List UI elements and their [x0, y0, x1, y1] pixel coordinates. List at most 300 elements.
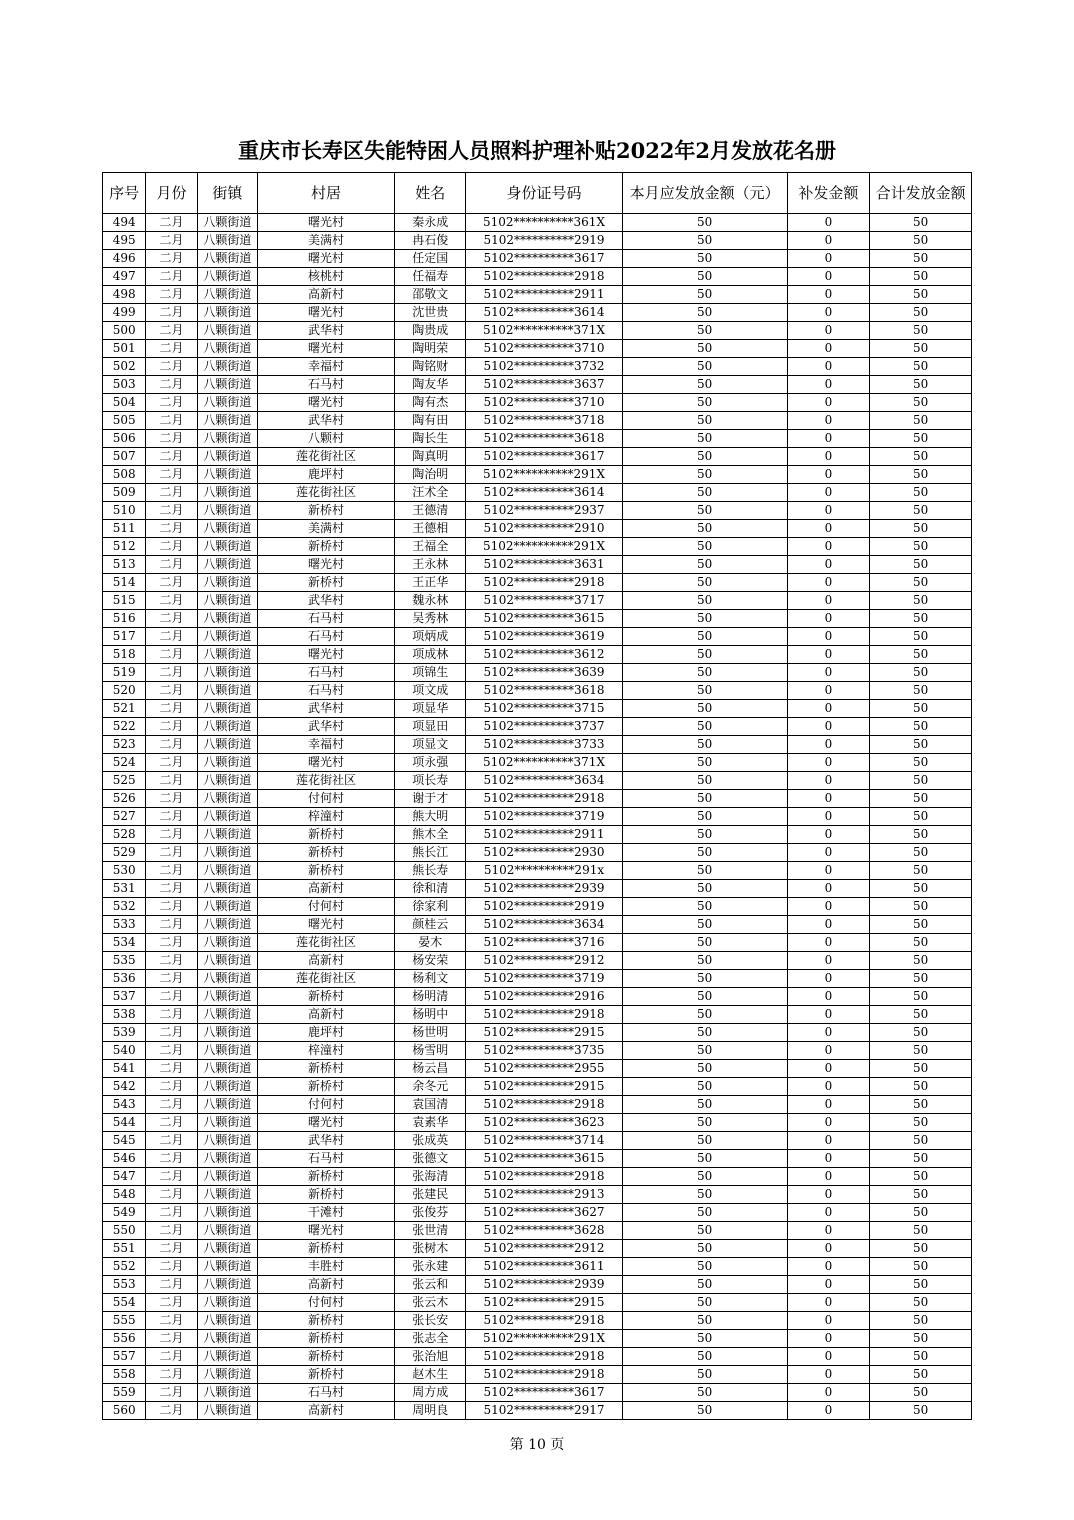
cell-village: 新桥村: [258, 1330, 395, 1348]
cell-village: 曙光村: [258, 754, 395, 772]
cell-index: 530: [103, 862, 146, 880]
cell-supplement-amount: 0: [787, 1024, 870, 1042]
table-row: [103, 1060, 972, 1078]
cell-month: 二月: [146, 1042, 197, 1060]
cell-total-amount: 50: [870, 1276, 972, 1294]
cell-street: 八颗街道: [197, 286, 257, 304]
cell-village: 石马村: [258, 1384, 395, 1402]
cell-village: 高新村: [258, 1006, 395, 1024]
cell-total-amount: 50: [870, 1294, 972, 1312]
cell-street: 八颗街道: [197, 574, 257, 592]
cell-id-number: 5102**********2911: [466, 826, 622, 844]
cell-street: 八颗街道: [197, 988, 257, 1006]
cell-index: 509: [103, 484, 146, 502]
cell-village: 莲花街社区: [258, 772, 395, 790]
cell-street: 八颗街道: [197, 880, 257, 898]
cell-total-amount: 50: [870, 214, 972, 232]
cell-name: 任定国: [394, 250, 465, 268]
cell-month: 二月: [146, 502, 197, 520]
cell-month: 二月: [146, 268, 197, 286]
cell-village: 新桥村: [258, 1366, 395, 1384]
cell-supplement-amount: 0: [787, 1060, 870, 1078]
cell-index: 548: [103, 1186, 146, 1204]
cell-monthly-amount: 50: [622, 250, 787, 268]
cell-street: 八颗街道: [197, 1402, 257, 1420]
cell-name: 沈世贵: [394, 304, 465, 322]
cell-total-amount: 50: [870, 1402, 972, 1420]
table-row: [103, 1024, 972, 1042]
cell-id-number: 5102**********3628: [466, 1222, 622, 1240]
cell-index: 504: [103, 394, 146, 412]
cell-total-amount: 50: [870, 484, 972, 502]
cell-month: 二月: [146, 1222, 197, 1240]
cell-id-number: 5102**********361X: [466, 214, 622, 232]
cell-month: 二月: [146, 1402, 197, 1420]
table-row: [103, 916, 972, 934]
cell-monthly-amount: 50: [622, 610, 787, 628]
cell-supplement-amount: 0: [787, 1150, 870, 1168]
cell-monthly-amount: 50: [622, 1222, 787, 1240]
cell-monthly-amount: 50: [622, 790, 787, 808]
cell-monthly-amount: 50: [622, 412, 787, 430]
cell-index: 519: [103, 664, 146, 682]
cell-index: 534: [103, 934, 146, 952]
cell-supplement-amount: 0: [787, 268, 870, 286]
table-row: [103, 1222, 972, 1240]
cell-name: 项显华: [394, 700, 465, 718]
cell-total-amount: 50: [870, 1366, 972, 1384]
cell-monthly-amount: 50: [622, 1348, 787, 1366]
cell-index: 545: [103, 1132, 146, 1150]
cell-id-number: 5102**********2915: [466, 1078, 622, 1096]
cell-id-number: 5102**********3614: [466, 484, 622, 502]
cell-supplement-amount: 0: [787, 1240, 870, 1258]
cell-supplement-amount: 0: [787, 610, 870, 628]
cell-street: 八颗街道: [197, 250, 257, 268]
cell-village: 新桥村: [258, 538, 395, 556]
cell-name: 晏木: [394, 934, 465, 952]
cell-monthly-amount: 50: [622, 1150, 787, 1168]
cell-name: 王福全: [394, 538, 465, 556]
cell-village: 幸福村: [258, 736, 395, 754]
cell-supplement-amount: 0: [787, 700, 870, 718]
cell-index: 512: [103, 538, 146, 556]
cell-supplement-amount: 0: [787, 574, 870, 592]
cell-id-number: 5102**********291x: [466, 862, 622, 880]
cell-supplement-amount: 0: [787, 358, 870, 376]
cell-month: 二月: [146, 376, 197, 394]
cell-name: 张海清: [394, 1168, 465, 1186]
cell-id-number: 5102**********3611: [466, 1258, 622, 1276]
table-row: [103, 628, 972, 646]
cell-street: 八颗街道: [197, 376, 257, 394]
cell-total-amount: 50: [870, 376, 972, 394]
table-row: [103, 952, 972, 970]
cell-index: 498: [103, 286, 146, 304]
cell-total-amount: 50: [870, 1330, 972, 1348]
header-row: [103, 173, 972, 214]
cell-total-amount: 50: [870, 700, 972, 718]
cell-id-number: 5102**********3619: [466, 628, 622, 646]
cell-id-number: 5102**********3735: [466, 1042, 622, 1060]
cell-id-number: 5102**********2918: [466, 268, 622, 286]
cell-total-amount: 50: [870, 916, 972, 934]
cell-index: 551: [103, 1240, 146, 1258]
cell-village: 鹿坪村: [258, 466, 395, 484]
cell-village: 新桥村: [258, 1168, 395, 1186]
cell-id-number: 5102**********3618: [466, 682, 622, 700]
cell-supplement-amount: 0: [787, 1006, 870, 1024]
cell-total-amount: 50: [870, 790, 972, 808]
cell-name: 魏永林: [394, 592, 465, 610]
cell-supplement-amount: 0: [787, 1042, 870, 1060]
cell-village: 曙光村: [258, 646, 395, 664]
table-row: [103, 1042, 972, 1060]
cell-street: 八颗街道: [197, 1312, 257, 1330]
cell-id-number: 5102**********2937: [466, 502, 622, 520]
table-row: [103, 862, 972, 880]
cell-month: 二月: [146, 214, 197, 232]
cell-total-amount: 50: [870, 934, 972, 952]
cell-total-amount: 50: [870, 1312, 972, 1330]
cell-id-number: 5102**********2939: [466, 880, 622, 898]
table-row: [103, 448, 972, 466]
cell-monthly-amount: 50: [622, 574, 787, 592]
cell-month: 二月: [146, 826, 197, 844]
cell-street: 八颗街道: [197, 1258, 257, 1276]
cell-name: 袁国清: [394, 1096, 465, 1114]
cell-monthly-amount: 50: [622, 826, 787, 844]
cell-month: 二月: [146, 358, 197, 376]
cell-total-amount: 50: [870, 1168, 972, 1186]
cell-village: 高新村: [258, 1276, 395, 1294]
table-row: [103, 466, 972, 484]
cell-month: 二月: [146, 664, 197, 682]
cell-street: 八颗街道: [197, 718, 257, 736]
cell-street: 八颗街道: [197, 610, 257, 628]
cell-id-number: 5102**********3612: [466, 646, 622, 664]
cell-monthly-amount: 50: [622, 448, 787, 466]
col-header-supplement-amount: 补发金额: [787, 173, 870, 214]
cell-village: 石马村: [258, 376, 395, 394]
cell-name: 徐和清: [394, 880, 465, 898]
cell-village: 曙光村: [258, 250, 395, 268]
cell-monthly-amount: 50: [622, 556, 787, 574]
table-row: [103, 1294, 972, 1312]
col-header-id-number: 身份证号码: [466, 173, 622, 214]
cell-street: 八颗街道: [197, 646, 257, 664]
cell-supplement-amount: 0: [787, 772, 870, 790]
cell-total-amount: 50: [870, 1078, 972, 1096]
cell-monthly-amount: 50: [622, 682, 787, 700]
cell-monthly-amount: 50: [622, 898, 787, 916]
table-row: [103, 592, 972, 610]
cell-month: 二月: [146, 484, 197, 502]
cell-id-number: 5102**********2955: [466, 1060, 622, 1078]
cell-name: 谢于才: [394, 790, 465, 808]
cell-monthly-amount: 50: [622, 1006, 787, 1024]
cell-street: 八颗街道: [197, 394, 257, 412]
table-row: [103, 1276, 972, 1294]
cell-index: 539: [103, 1024, 146, 1042]
cell-index: 556: [103, 1330, 146, 1348]
cell-total-amount: 50: [870, 880, 972, 898]
cell-supplement-amount: 0: [787, 1114, 870, 1132]
table-row: [103, 358, 972, 376]
cell-total-amount: 50: [870, 1204, 972, 1222]
cell-monthly-amount: 50: [622, 1132, 787, 1150]
cell-monthly-amount: 50: [622, 628, 787, 646]
cell-name: 赵木生: [394, 1366, 465, 1384]
cell-monthly-amount: 50: [622, 592, 787, 610]
cell-monthly-amount: 50: [622, 772, 787, 790]
col-header-monthly-amount: 本月应发放金额（元）: [622, 173, 787, 214]
cell-name: 吴秀林: [394, 610, 465, 628]
cell-street: 八颗街道: [197, 430, 257, 448]
cell-supplement-amount: 0: [787, 1294, 870, 1312]
cell-name: 张成英: [394, 1132, 465, 1150]
cell-total-amount: 50: [870, 466, 972, 484]
cell-month: 二月: [146, 682, 197, 700]
cell-village: 石马村: [258, 682, 395, 700]
cell-id-number: 5102**********2939: [466, 1276, 622, 1294]
table-row: [103, 1114, 972, 1132]
cell-month: 二月: [146, 1078, 197, 1096]
cell-month: 二月: [146, 322, 197, 340]
cell-street: 八颗街道: [197, 682, 257, 700]
cell-month: 二月: [146, 592, 197, 610]
cell-village: 新桥村: [258, 502, 395, 520]
cell-monthly-amount: 50: [622, 1204, 787, 1222]
cell-monthly-amount: 50: [622, 268, 787, 286]
cell-name: 张树木: [394, 1240, 465, 1258]
cell-supplement-amount: 0: [787, 1384, 870, 1402]
cell-supplement-amount: 0: [787, 988, 870, 1006]
cell-month: 二月: [146, 430, 197, 448]
table-row: [103, 1204, 972, 1222]
cell-id-number: 5102**********3710: [466, 394, 622, 412]
cell-id-number: 5102**********371X: [466, 322, 622, 340]
cell-total-amount: 50: [870, 1240, 972, 1258]
cell-index: 523: [103, 736, 146, 754]
cell-index: 503: [103, 376, 146, 394]
cell-monthly-amount: 50: [622, 1240, 787, 1258]
table-row: [103, 268, 972, 286]
cell-index: 513: [103, 556, 146, 574]
cell-id-number: 5102**********2918: [466, 1366, 622, 1384]
cell-month: 二月: [146, 844, 197, 862]
cell-total-amount: 50: [870, 340, 972, 358]
table-row: [103, 880, 972, 898]
cell-village: 武华村: [258, 1132, 395, 1150]
cell-month: 二月: [146, 1060, 197, 1078]
cell-index: 496: [103, 250, 146, 268]
cell-total-amount: 50: [870, 322, 972, 340]
cell-total-amount: 50: [870, 448, 972, 466]
cell-total-amount: 50: [870, 718, 972, 736]
cell-index: 559: [103, 1384, 146, 1402]
cell-village: 曙光村: [258, 214, 395, 232]
cell-index: 535: [103, 952, 146, 970]
table-row: [103, 556, 972, 574]
cell-monthly-amount: 50: [622, 1060, 787, 1078]
cell-month: 二月: [146, 736, 197, 754]
cell-village: 莲花街社区: [258, 970, 395, 988]
table-row: [103, 394, 972, 412]
cell-index: 541: [103, 1060, 146, 1078]
cell-total-amount: 50: [870, 1060, 972, 1078]
cell-monthly-amount: 50: [622, 1384, 787, 1402]
cell-supplement-amount: 0: [787, 1078, 870, 1096]
cell-village: 莲花街社区: [258, 448, 395, 466]
cell-index: 502: [103, 358, 146, 376]
cell-village: 石马村: [258, 1150, 395, 1168]
cell-monthly-amount: 50: [622, 1312, 787, 1330]
table-row: [103, 988, 972, 1006]
cell-village: 新桥村: [258, 862, 395, 880]
cell-village: 新桥村: [258, 1078, 395, 1096]
cell-id-number: 5102**********291X: [466, 538, 622, 556]
cell-name: 项文成: [394, 682, 465, 700]
cell-street: 八颗街道: [197, 466, 257, 484]
cell-index: 533: [103, 916, 146, 934]
cell-month: 二月: [146, 862, 197, 880]
cell-month: 二月: [146, 952, 197, 970]
cell-village: 美满村: [258, 520, 395, 538]
cell-month: 二月: [146, 790, 197, 808]
cell-monthly-amount: 50: [622, 718, 787, 736]
cell-supplement-amount: 0: [787, 286, 870, 304]
cell-monthly-amount: 50: [622, 520, 787, 538]
cell-street: 八颗街道: [197, 484, 257, 502]
cell-month: 二月: [146, 772, 197, 790]
cell-street: 八颗街道: [197, 556, 257, 574]
cell-supplement-amount: 0: [787, 1222, 870, 1240]
cell-id-number: 5102**********3615: [466, 1150, 622, 1168]
col-header-street: 街镇: [197, 173, 257, 214]
cell-name: 杨明清: [394, 988, 465, 1006]
roster-body: [103, 214, 972, 1420]
cell-street: 八颗街道: [197, 214, 257, 232]
cell-id-number: 5102**********2910: [466, 520, 622, 538]
cell-street: 八颗街道: [197, 1006, 257, 1024]
cell-village: 石马村: [258, 628, 395, 646]
cell-index: 527: [103, 808, 146, 826]
cell-id-number: 5102**********2930: [466, 844, 622, 862]
col-header-name: 姓名: [394, 173, 465, 214]
cell-total-amount: 50: [870, 304, 972, 322]
cell-supplement-amount: 0: [787, 1132, 870, 1150]
table-row: [103, 1330, 972, 1348]
cell-monthly-amount: 50: [622, 1114, 787, 1132]
cell-index: 553: [103, 1276, 146, 1294]
cell-street: 八颗街道: [197, 1294, 257, 1312]
cell-month: 二月: [146, 394, 197, 412]
cell-id-number: 5102**********3631: [466, 556, 622, 574]
cell-street: 八颗街道: [197, 538, 257, 556]
cell-name: 王正华: [394, 574, 465, 592]
cell-id-number: 5102**********3637: [466, 376, 622, 394]
cell-total-amount: 50: [870, 412, 972, 430]
cell-month: 二月: [146, 718, 197, 736]
cell-id-number: 5102**********3615: [466, 610, 622, 628]
cell-supplement-amount: 0: [787, 790, 870, 808]
cell-street: 八颗街道: [197, 1024, 257, 1042]
cell-id-number: 5102**********3617: [466, 1384, 622, 1402]
table-row: [103, 520, 972, 538]
cell-monthly-amount: 50: [622, 646, 787, 664]
cell-monthly-amount: 50: [622, 1078, 787, 1096]
cell-index: 537: [103, 988, 146, 1006]
cell-month: 二月: [146, 808, 197, 826]
cell-village: 曙光村: [258, 394, 395, 412]
cell-supplement-amount: 0: [787, 1204, 870, 1222]
cell-supplement-amount: 0: [787, 376, 870, 394]
cell-monthly-amount: 50: [622, 988, 787, 1006]
cell-name: 陶有田: [394, 412, 465, 430]
cell-id-number: 5102**********3716: [466, 934, 622, 952]
cell-village: 八颗村: [258, 430, 395, 448]
cell-name: 王永林: [394, 556, 465, 574]
cell-monthly-amount: 50: [622, 466, 787, 484]
cell-month: 二月: [146, 520, 197, 538]
cell-total-amount: 50: [870, 808, 972, 826]
cell-village: 曙光村: [258, 916, 395, 934]
cell-total-amount: 50: [870, 1186, 972, 1204]
cell-monthly-amount: 50: [622, 1330, 787, 1348]
cell-name: 张长安: [394, 1312, 465, 1330]
cell-total-amount: 50: [870, 538, 972, 556]
cell-name: 冉石俊: [394, 232, 465, 250]
cell-name: 余冬元: [394, 1078, 465, 1096]
cell-supplement-amount: 0: [787, 1312, 870, 1330]
table-row: [103, 1348, 972, 1366]
cell-street: 八颗街道: [197, 1348, 257, 1366]
cell-street: 八颗街道: [197, 502, 257, 520]
cell-village: 梓潼村: [258, 1042, 395, 1060]
cell-index: 508: [103, 466, 146, 484]
table-row: [103, 1402, 972, 1420]
cell-index: 528: [103, 826, 146, 844]
cell-total-amount: 50: [870, 898, 972, 916]
cell-name: 杨雪明: [394, 1042, 465, 1060]
table-row: [103, 1384, 972, 1402]
cell-total-amount: 50: [870, 1222, 972, 1240]
cell-street: 八颗街道: [197, 754, 257, 772]
cell-name: 杨世明: [394, 1024, 465, 1042]
cell-monthly-amount: 50: [622, 322, 787, 340]
cell-index: 558: [103, 1366, 146, 1384]
cell-street: 八颗街道: [197, 1222, 257, 1240]
cell-index: 494: [103, 214, 146, 232]
cell-supplement-amount: 0: [787, 412, 870, 430]
cell-street: 八颗街道: [197, 808, 257, 826]
table-row: [103, 322, 972, 340]
cell-village: 曙光村: [258, 1222, 395, 1240]
cell-id-number: 5102**********3737: [466, 718, 622, 736]
col-header-index: 序号: [103, 173, 146, 214]
cell-supplement-amount: 0: [787, 430, 870, 448]
cell-monthly-amount: 50: [622, 970, 787, 988]
cell-monthly-amount: 50: [622, 340, 787, 358]
cell-supplement-amount: 0: [787, 250, 870, 268]
cell-street: 八颗街道: [197, 934, 257, 952]
cell-total-amount: 50: [870, 1150, 972, 1168]
cell-index: 525: [103, 772, 146, 790]
cell-name: 张云和: [394, 1276, 465, 1294]
cell-index: 542: [103, 1078, 146, 1096]
cell-monthly-amount: 50: [622, 502, 787, 520]
